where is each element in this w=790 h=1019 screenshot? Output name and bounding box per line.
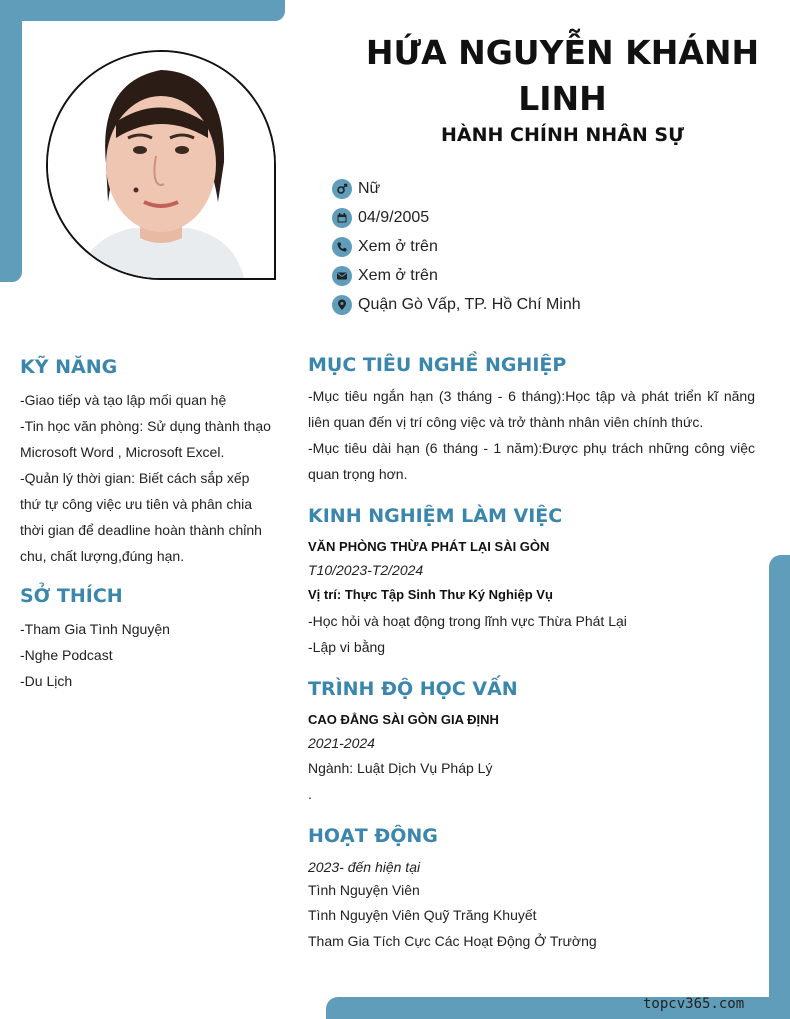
education-note: .	[308, 786, 312, 802]
activities-heading: HOẠT ĐỘNG	[308, 825, 438, 847]
contact-gender-text: Nữ	[358, 179, 381, 197]
contact-email-text: Xem ở trên	[358, 266, 438, 284]
calendar-icon	[332, 208, 352, 228]
experience-period: T10/2023-T2/2024	[308, 562, 424, 578]
contact-email	[332, 261, 581, 290]
decor-bar-left	[0, 0, 22, 282]
objective-text: -Mục tiêu ngắn hạn (3 tháng - 6 tháng):Học tập và phát triển kĩ năng liên quan đến vị trí công việc và trở thành nhân viên chính thức. -Mục tiêu dài hạn (6 tháng - 1 năm):Được phụ trách những công việc quan trọng hơn.	[308, 388, 755, 482]
decor-bar-right	[769, 555, 790, 1019]
skills-heading: KỸ NĂNG	[20, 356, 118, 378]
education-major: Ngành: Luật Dịch Vụ Pháp Lý	[308, 760, 493, 776]
gender-icon	[332, 179, 352, 199]
contact-list	[332, 174, 581, 319]
hobby-item: -Tham Gia Tình Nguyện	[20, 621, 170, 637]
activity-item: Tình Nguyện Viên	[308, 882, 420, 898]
experience-item: -Lập vi bằng	[308, 639, 386, 655]
hobbies-heading: SỞ THÍCH	[20, 585, 123, 607]
phone-icon	[332, 237, 352, 257]
candidate-role: HÀNH CHÍNH NHÂN SỰ	[441, 124, 684, 146]
activity-item: Tham Gia Tích Cực Các Hoạt Động Ở Trường	[308, 933, 597, 949]
email-icon	[332, 266, 352, 286]
contact-address	[332, 290, 581, 319]
experience-item: -Học hỏi và hoạt động trong lĩnh vực Thừa Phát Lại	[308, 613, 627, 629]
education-period: 2021-2024	[308, 735, 375, 751]
candidate-name: HỨA NGUYỄN KHÁNH LINH	[365, 33, 760, 118]
hobby-item: -Nghe Podcast	[20, 647, 113, 663]
contact-phone	[332, 232, 581, 261]
activity-item: Tình Nguyện Viên Quỹ Trăng Khuyết	[308, 907, 537, 923]
objective-heading: MỤC TIÊU NGHỀ NGHIỆP	[308, 354, 567, 376]
contact-birthday-text: 04/9/2005	[358, 208, 430, 226]
hobby-item: -Du Lịch	[20, 673, 73, 689]
watermark-text: topcv365.com	[643, 996, 745, 1012]
decor-bar-top	[0, 0, 285, 21]
contact-birthday	[332, 203, 581, 232]
activities-period: 2023- đến hiện tại	[308, 859, 421, 875]
experience-company: VĂN PHÒNG THỪA PHÁT LẠI SÀI GÒN	[308, 539, 550, 554]
location-icon	[332, 295, 352, 315]
experience-heading: KINH NGHIỆM LÀM VIỆC	[308, 505, 563, 527]
contact-address-text: Quận Gò Vấp, TP. Hồ Chí Minh	[358, 295, 581, 313]
education-heading: TRÌNH ĐỘ HỌC VẤN	[308, 678, 518, 700]
experience-position: Vị trí: Thực Tập Sinh Thư Ký Nghiệp Vụ	[308, 587, 553, 602]
profile-photo	[46, 50, 276, 280]
skills-text: -Giao tiếp và tạo lập mối quan hệ -Tin học văn phòng: Sử dụng thành thạo Microsoft Word , Microsoft Excel. -Quản lý thời gian: Biết cách sắp xếp thứ tự công việc ưu tiên và phân chia thời gian để deadline hoàn thành chỉnh chu, chất lượng,đúng hạn.	[20, 392, 271, 564]
contact-phone-text: Xem ở trên	[358, 237, 438, 255]
contact-gender	[332, 174, 581, 203]
education-school: CAO ĐẲNG SÀI GÒN GIA ĐỊNH	[308, 712, 499, 727]
